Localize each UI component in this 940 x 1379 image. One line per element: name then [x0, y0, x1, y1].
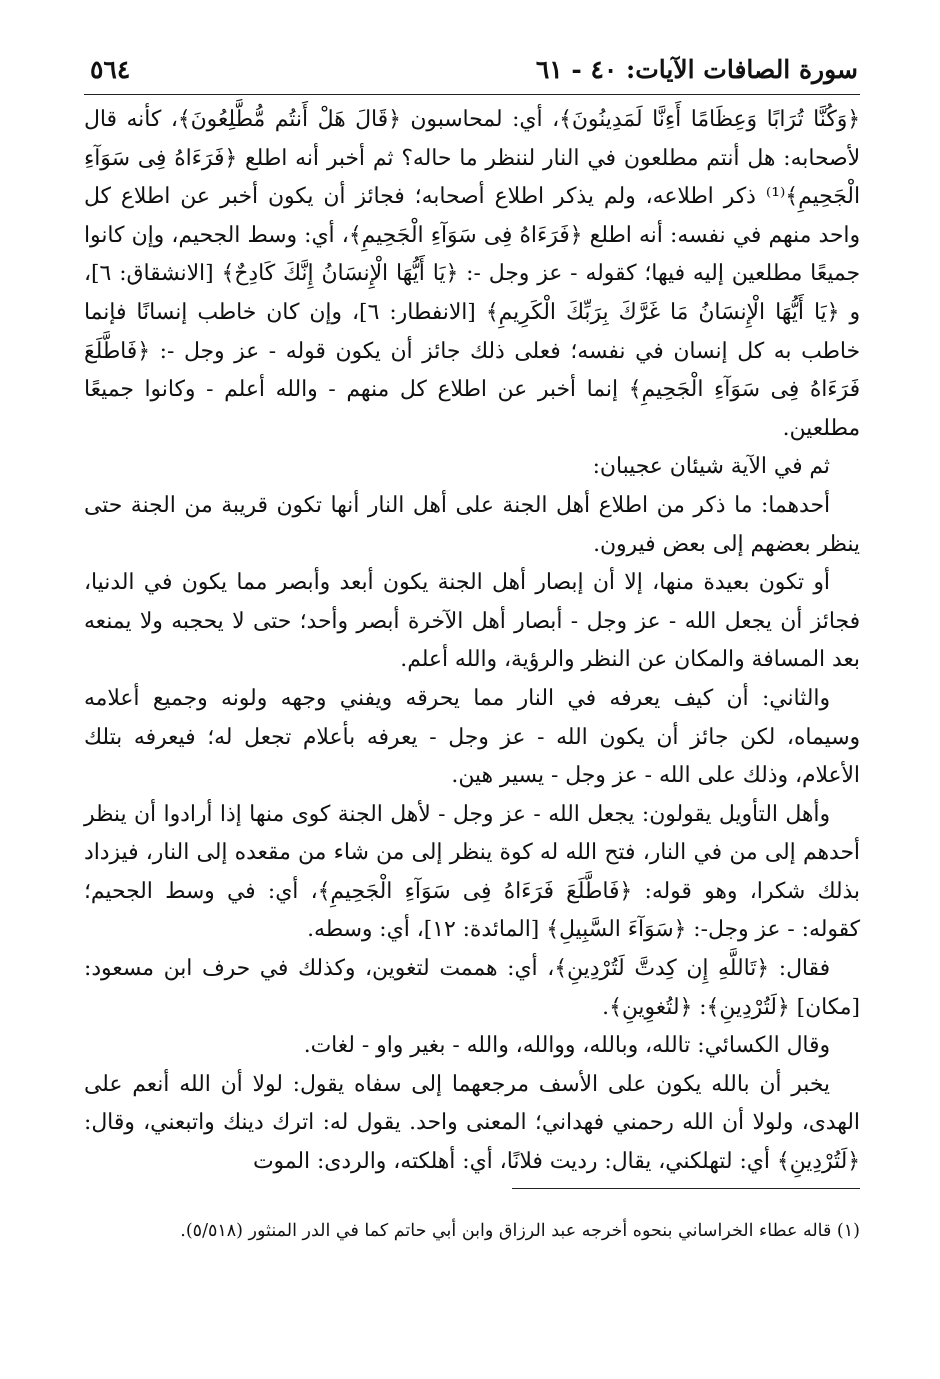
paragraph-7: فقال: ﴿تَاللَّهِ إِن كِدتَّ لَتُرْدِينِ﴾، أي: هممت لتغوين، وكذلك في حرف ابن مسعود: [مكان] ﴿لَتُرْدِينِ﴾: ﴿لتُغوِينِ﴾.	[84, 956, 860, 1020]
footnote-separator	[512, 1188, 860, 1189]
header-title: سورة الصافات الآيات: ٤٠ - ٦١	[535, 55, 858, 84]
running-header	[84, 52, 860, 95]
paragraph-5: والثاني: أن كيف يعرفه في النار مما يحرقه ويفني وجهه ولونه وجميع أعلامه وسيماه، لكن جائز أن يكون الله - عز وجل - يعرفه بأعلام تجعل له؛ فيعرفه بتلك الأعلام، وذلك على الله - عز وجل - يسير هين.	[84, 685, 860, 789]
page-number: ٥٦٤	[90, 55, 131, 84]
footnote-1: (١) قاله عطاء الخراساني بنحوه أخرجه عبد الرزاق وابن أبي حاتم كما في الدر المنثور (٥/٥١٨).	[180, 1220, 860, 1241]
paragraph-9: يخبر أن بالله يكون على الأسف مرجعهما إلى سفاه يقول: لولا أن الله أنعم على الهدى، ولولا أن الله رحمني فهداني؛ المعنى واحد. يقول له: اترك دينك واتبعني، وقال: ﴿لَتُرْدِينِ﴾ أي: لتهلكني، يقال: رديت فلانًا، أي: أهلكته، والردى: الموت	[84, 1071, 860, 1175]
paragraph-8: وقال الكسائي: تالله، وبالله، ووالله، والله - بغير واو - لغات.	[303, 1033, 830, 1059]
paragraph-6: وأهل التأويل يقولون: يجعل الله - عز وجل - لأهل الجنة كوى منها إذا أرادوا أن ينظر أحدهم إلى من في النار، فتح الله له كوة ينظر إلى من شاء من مقعده إلى النار، فيزداد بذلك شكرا، وهو قوله: ﴿فَاطَّلَعَ فَرَءَاهُ فِى سَوَآءِ الْجَحِيمِ﴾، أي: في وسط الجحيم؛ كقوله: - عز وجل-: ﴿سَوَآءَ السَّبِيلِ﴾ [المائدة: ١٢]، أي: وسطه.	[84, 801, 860, 943]
paragraph-3: أحدهما: ما ذكر من اطلاع أهل الجنة على أهل النار أنها تكون قريبة من الجنة حتى ينظر بعضهم إلى بعض فيرون.	[84, 492, 860, 557]
main-text	[84, 101, 860, 1182]
paragraph-4: أو تكون بعيدة منها، إلا أن إبصار أهل الجنة يكون أبعد وأبصر مما يكون في الدنيا، فجائز أن يجعل الله - عز وجل - أبصار أهل الآخرة أبصر وأحد؛ حتى لا يحجبه ولا يمنعه بعد المسافة والمكان عن النظر والرؤية، والله أعلم.	[84, 570, 860, 673]
footnotes	[84, 1217, 860, 1245]
paragraph-2: ثم في الآية شيئان عجيبان:	[592, 454, 830, 480]
paragraph-1: ﴿وَكُنَّا تُرَابًا وَعِظَامًا أَءِنَّا لَمَدِينُونَ﴾، أي: لمحاسبون ﴿قَالَ هَلْ أَنتُم مُّطَّلِعُونَ﴾، كأنه قال لأصحابه: هل أنتم مطلعون في النار لننظر ما حاله؟ ثم أخبر أنه اطلع ﴿فَرَءَاهُ فِى سَوَآءِ الْجَحِيمِ﴾⁽¹⁾ ذكر اطلاعه، ولم يذكر اطلاع أصحابه؛ فجائز أن يكون أخبر عن اطلاع كل واحد منهم في نفسه: أنه اطلع ﴿فَرَءَاهُ فِى سَوَآءِ الْجَحِيمِ﴾، أي: وسط الجحيم، وإن كانوا جميعًا مطلعين إليه فيها؛ كقوله - عز وجل -: ﴿يَا أَيُّهَا الْإِنسَانُ إِنَّكَ كَادِحٌ﴾ [الانشقاق: ٦]، و ﴿يَا أَيُّهَا الْإِنسَانُ مَا غَرَّكَ بِرَبِّكَ الْكَرِيمِ﴾ [الانفطار: ٦]، وإن كان خاطب إنسانًا فإنما خاطب به كل إنسان في نفسه؛ فعلى ذلك جائز أن يكون قوله - عز وجل -: ﴿فَاطَّلَعَ فَرَءَاهُ فِى سَوَآءِ الْجَحِيمِ﴾ إنما أخبر عن اطلاع كل منهم - والله أعلم - وكانوا جميعًا مطلعين.	[84, 107, 861, 441]
